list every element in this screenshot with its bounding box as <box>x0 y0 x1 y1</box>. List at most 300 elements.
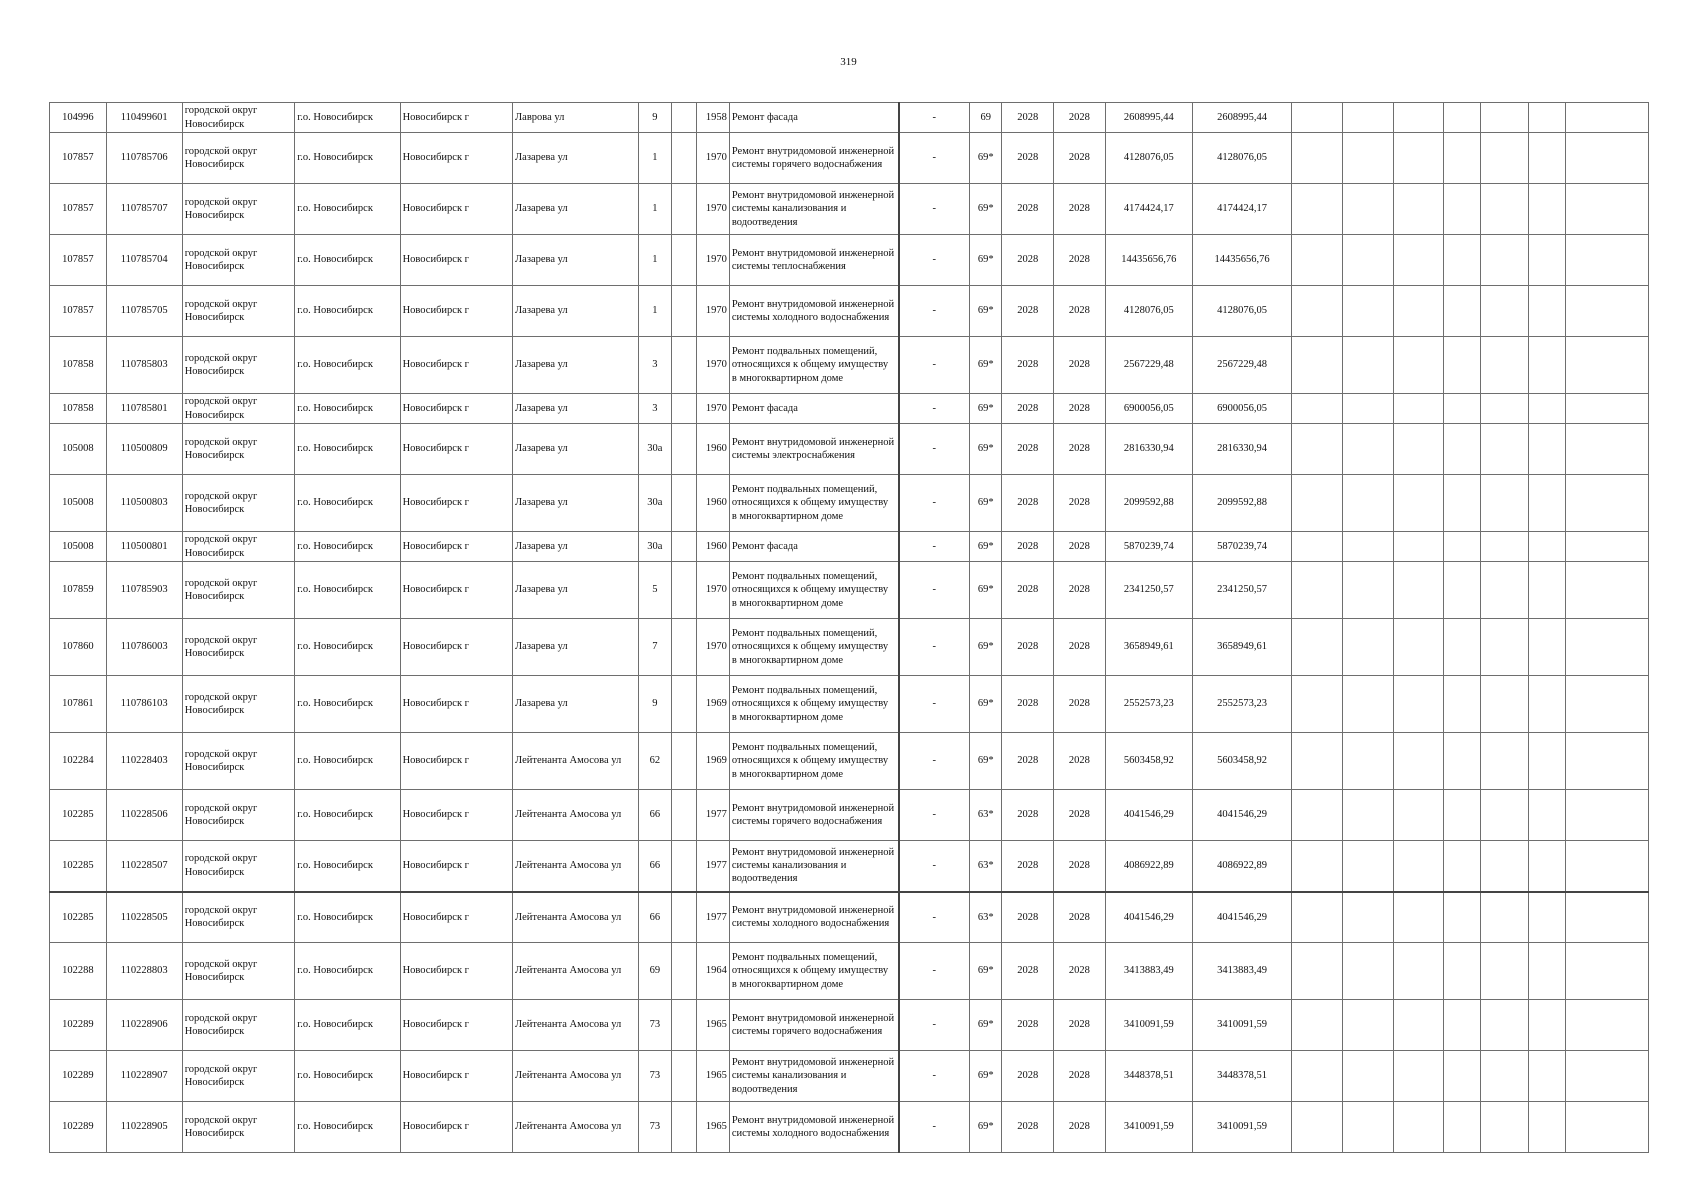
cell-empty <box>1444 1102 1480 1153</box>
cell-total: 3658949,61 <box>1192 619 1291 676</box>
cell-code: 110785706 <box>106 133 182 184</box>
cell-block <box>672 562 697 619</box>
table-row <box>50 676 1649 733</box>
cell-year-from: 2028 <box>1002 103 1054 133</box>
cell-house: 30а <box>638 532 671 562</box>
cell-empty <box>1444 562 1480 619</box>
cell-year: 1970 <box>697 133 729 184</box>
cell-street: Лейтенанта Амосова ул <box>513 943 639 1000</box>
table-row <box>50 619 1649 676</box>
cell-street: Лазарева ул <box>513 394 639 424</box>
cell-empty <box>1480 286 1529 337</box>
repair-program-table <box>49 102 1649 1153</box>
cell-street: Лейтенанта Амосова ул <box>513 733 639 790</box>
cell-empty <box>1292 841 1343 892</box>
cell-cost: 3413883,49 <box>1105 943 1192 1000</box>
cell-empty <box>1529 892 1565 943</box>
cell-district: г.о. Новосибирск <box>295 184 400 235</box>
cell-year: 1965 <box>697 1000 729 1051</box>
cell-district: г.о. Новосибирск <box>295 562 400 619</box>
cell-municipality: городской округ Новосибирск <box>182 733 294 790</box>
cell-dash: - <box>899 841 970 892</box>
table-row <box>50 841 1649 892</box>
cell-cost: 3448378,51 <box>1105 1051 1192 1102</box>
cell-empty <box>1393 532 1444 562</box>
cell-municipality: городской округ Новосибирск <box>182 103 294 133</box>
cell-street: Лазарева ул <box>513 619 639 676</box>
cell-house: 9 <box>638 676 671 733</box>
cell-year-to: 2028 <box>1054 619 1106 676</box>
cell-empty <box>1393 676 1444 733</box>
cell-wear: 69* <box>970 337 1002 394</box>
cell-street: Лазарева ул <box>513 235 639 286</box>
cell-id: 105008 <box>50 532 107 562</box>
cell-total: 4086922,89 <box>1192 841 1291 892</box>
cell-empty <box>1342 424 1393 475</box>
cell-empty <box>1480 235 1529 286</box>
cell-wear: 69* <box>970 394 1002 424</box>
cell-code: 110228905 <box>106 1102 182 1153</box>
cell-house: 5 <box>638 562 671 619</box>
cell-dash: - <box>899 286 970 337</box>
table-row <box>50 1051 1649 1102</box>
cell-empty <box>1393 943 1444 1000</box>
cell-wear: 69 <box>970 103 1002 133</box>
cell-wear: 63* <box>970 892 1002 943</box>
cell-empty <box>1393 184 1444 235</box>
cell-house: 73 <box>638 1000 671 1051</box>
cell-code: 110786003 <box>106 619 182 676</box>
cell-work: Ремонт фасада <box>729 532 898 562</box>
cell-empty <box>1565 943 1648 1000</box>
cell-empty <box>1529 394 1565 424</box>
cell-city: Новосибирск г <box>400 286 512 337</box>
cell-empty <box>1342 790 1393 841</box>
cell-empty <box>1529 133 1565 184</box>
cell-empty <box>1342 1000 1393 1051</box>
cell-district: г.о. Новосибирск <box>295 841 400 892</box>
cell-empty <box>1529 562 1565 619</box>
cell-street: Лейтенанта Амосова ул <box>513 892 639 943</box>
cell-empty <box>1444 619 1480 676</box>
cell-street: Лазарева ул <box>513 475 639 532</box>
cell-block <box>672 103 697 133</box>
cell-empty <box>1529 235 1565 286</box>
cell-empty <box>1444 424 1480 475</box>
cell-work: Ремонт подвальных помещений, относящихся к общему имуществу в многоквартирном доме <box>729 562 898 619</box>
cell-street: Лазарева ул <box>513 562 639 619</box>
cell-city: Новосибирск г <box>400 103 512 133</box>
cell-empty <box>1393 103 1444 133</box>
cell-id: 102289 <box>50 1051 107 1102</box>
cell-house: 30а <box>638 475 671 532</box>
cell-empty <box>1480 1051 1529 1102</box>
cell-empty <box>1529 337 1565 394</box>
cell-year-to: 2028 <box>1054 394 1106 424</box>
table-row <box>50 424 1649 475</box>
cell-empty <box>1565 103 1648 133</box>
cell-year-from: 2028 <box>1002 619 1054 676</box>
cell-city: Новосибирск г <box>400 184 512 235</box>
cell-empty <box>1292 1000 1343 1051</box>
cell-empty <box>1480 619 1529 676</box>
cell-year-to: 2028 <box>1054 475 1106 532</box>
cell-block <box>672 790 697 841</box>
cell-municipality: городской округ Новосибирск <box>182 1051 294 1102</box>
cell-district: г.о. Новосибирск <box>295 733 400 790</box>
cell-year: 1977 <box>697 790 729 841</box>
table-row <box>50 394 1649 424</box>
cell-empty <box>1444 235 1480 286</box>
cell-dash: - <box>899 1000 970 1051</box>
cell-empty <box>1393 337 1444 394</box>
cell-year: 1960 <box>697 475 729 532</box>
cell-total: 4128076,05 <box>1192 133 1291 184</box>
cell-cost: 5603458,92 <box>1105 733 1192 790</box>
cell-year: 1970 <box>697 619 729 676</box>
cell-street: Лазарева ул <box>513 286 639 337</box>
cell-city: Новосибирск г <box>400 943 512 1000</box>
cell-year-from: 2028 <box>1002 394 1054 424</box>
cell-house: 3 <box>638 337 671 394</box>
cell-work: Ремонт внутридомовой инженерной системы горячего водоснабжения <box>729 1000 898 1051</box>
cell-empty <box>1444 532 1480 562</box>
cell-total: 2341250,57 <box>1192 562 1291 619</box>
cell-empty <box>1480 841 1529 892</box>
cell-wear: 69* <box>970 619 1002 676</box>
cell-empty <box>1292 133 1343 184</box>
cell-house: 73 <box>638 1102 671 1153</box>
cell-year-to: 2028 <box>1054 184 1106 235</box>
cell-block <box>672 424 697 475</box>
cell-block <box>672 892 697 943</box>
cell-cost: 2099592,88 <box>1105 475 1192 532</box>
cell-house: 66 <box>638 841 671 892</box>
cell-empty <box>1292 676 1343 733</box>
cell-year: 1960 <box>697 424 729 475</box>
cell-city: Новосибирск г <box>400 1051 512 1102</box>
cell-empty <box>1444 841 1480 892</box>
cell-empty <box>1480 337 1529 394</box>
cell-total: 5870239,74 <box>1192 532 1291 562</box>
cell-empty <box>1292 286 1343 337</box>
cell-empty <box>1393 733 1444 790</box>
cell-empty <box>1529 943 1565 1000</box>
table-row <box>50 1102 1649 1153</box>
cell-empty <box>1529 475 1565 532</box>
cell-city: Новосибирск г <box>400 676 512 733</box>
cell-year-from: 2028 <box>1002 133 1054 184</box>
cell-empty <box>1529 286 1565 337</box>
cell-dash: - <box>899 424 970 475</box>
cell-municipality: городской округ Новосибирск <box>182 235 294 286</box>
cell-year-from: 2028 <box>1002 1051 1054 1102</box>
cell-district: г.о. Новосибирск <box>295 790 400 841</box>
cell-total: 5603458,92 <box>1192 733 1291 790</box>
cell-house: 3 <box>638 394 671 424</box>
cell-year: 1970 <box>697 562 729 619</box>
cell-district: г.о. Новосибирск <box>295 619 400 676</box>
cell-empty <box>1393 841 1444 892</box>
cell-district: г.о. Новосибирск <box>295 103 400 133</box>
cell-year-from: 2028 <box>1002 1000 1054 1051</box>
cell-empty <box>1292 532 1343 562</box>
cell-year-to: 2028 <box>1054 841 1106 892</box>
cell-id: 107858 <box>50 394 107 424</box>
cell-empty <box>1529 619 1565 676</box>
cell-code: 110228403 <box>106 733 182 790</box>
cell-city: Новосибирск г <box>400 394 512 424</box>
cell-empty <box>1292 1102 1343 1153</box>
cell-cost: 14435656,76 <box>1105 235 1192 286</box>
cell-empty <box>1565 1102 1648 1153</box>
table-row <box>50 184 1649 235</box>
cell-empty <box>1342 676 1393 733</box>
cell-municipality: городской округ Новосибирск <box>182 1102 294 1153</box>
table-row <box>50 790 1649 841</box>
cell-empty <box>1292 892 1343 943</box>
cell-city: Новосибирск г <box>400 337 512 394</box>
cell-empty <box>1480 1102 1529 1153</box>
cell-work: Ремонт подвальных помещений, относящихся к общему имуществу в многоквартирном доме <box>729 337 898 394</box>
cell-empty <box>1565 532 1648 562</box>
cell-block <box>672 1051 697 1102</box>
cell-empty <box>1444 184 1480 235</box>
cell-empty <box>1393 424 1444 475</box>
cell-year: 1970 <box>697 337 729 394</box>
cell-empty <box>1342 475 1393 532</box>
cell-district: г.о. Новосибирск <box>295 676 400 733</box>
cell-empty <box>1529 184 1565 235</box>
cell-district: г.о. Новосибирск <box>295 424 400 475</box>
cell-year-from: 2028 <box>1002 676 1054 733</box>
cell-total: 4041546,29 <box>1192 892 1291 943</box>
cell-total: 4041546,29 <box>1192 790 1291 841</box>
cell-total: 6900056,05 <box>1192 394 1291 424</box>
cell-work: Ремонт внутридомовой инженерной системы холодного водоснабжения <box>729 1102 898 1153</box>
cell-code: 110500801 <box>106 532 182 562</box>
cell-work: Ремонт внутридомовой инженерной системы канализования и водоотведения <box>729 841 898 892</box>
cell-wear: 69* <box>970 733 1002 790</box>
cell-house: 66 <box>638 790 671 841</box>
cell-block <box>672 841 697 892</box>
table-body <box>50 103 1649 1153</box>
cell-empty <box>1444 676 1480 733</box>
cell-year-from: 2028 <box>1002 790 1054 841</box>
table-row <box>50 892 1649 943</box>
cell-house: 66 <box>638 892 671 943</box>
cell-empty <box>1480 733 1529 790</box>
cell-block <box>672 235 697 286</box>
cell-empty <box>1480 133 1529 184</box>
cell-cost: 2567229,48 <box>1105 337 1192 394</box>
cell-empty <box>1565 394 1648 424</box>
cell-empty <box>1529 1000 1565 1051</box>
cell-municipality: городской округ Новосибирск <box>182 424 294 475</box>
cell-street: Лазарева ул <box>513 424 639 475</box>
cell-code: 110500809 <box>106 424 182 475</box>
cell-empty <box>1292 424 1343 475</box>
cell-empty <box>1292 943 1343 1000</box>
cell-city: Новосибирск г <box>400 1000 512 1051</box>
cell-wear: 69* <box>970 676 1002 733</box>
cell-empty <box>1565 892 1648 943</box>
cell-cost: 5870239,74 <box>1105 532 1192 562</box>
cell-id: 107857 <box>50 184 107 235</box>
cell-empty <box>1444 943 1480 1000</box>
cell-district: г.о. Новосибирск <box>295 394 400 424</box>
cell-id: 102285 <box>50 841 107 892</box>
cell-empty <box>1393 394 1444 424</box>
cell-total: 3413883,49 <box>1192 943 1291 1000</box>
cell-block <box>672 337 697 394</box>
cell-municipality: городской округ Новосибирск <box>182 943 294 1000</box>
cell-id: 102285 <box>50 892 107 943</box>
cell-block <box>672 133 697 184</box>
cell-house: 1 <box>638 286 671 337</box>
cell-wear: 69* <box>970 133 1002 184</box>
cell-empty <box>1480 394 1529 424</box>
cell-city: Новосибирск г <box>400 475 512 532</box>
cell-empty <box>1342 892 1393 943</box>
cell-total: 2567229,48 <box>1192 337 1291 394</box>
cell-dash: - <box>899 337 970 394</box>
cell-year-to: 2028 <box>1054 676 1106 733</box>
cell-total: 2816330,94 <box>1192 424 1291 475</box>
cell-municipality: городской округ Новосибирск <box>182 1000 294 1051</box>
cell-empty <box>1393 562 1444 619</box>
cell-empty <box>1342 1051 1393 1102</box>
cell-dash: - <box>899 475 970 532</box>
cell-municipality: городской округ Новосибирск <box>182 394 294 424</box>
cell-year-to: 2028 <box>1054 235 1106 286</box>
cell-empty <box>1444 133 1480 184</box>
cell-total: 2552573,23 <box>1192 676 1291 733</box>
cell-year-to: 2028 <box>1054 337 1106 394</box>
cell-total: 3410091,59 <box>1192 1102 1291 1153</box>
cell-year: 1965 <box>697 1102 729 1153</box>
cell-work: Ремонт внутридомовой инженерной системы холодного водоснабжения <box>729 286 898 337</box>
cell-cost: 4128076,05 <box>1105 133 1192 184</box>
cell-work: Ремонт внутридомовой инженерной системы теплоснабжения <box>729 235 898 286</box>
cell-id: 102288 <box>50 943 107 1000</box>
cell-year-from: 2028 <box>1002 943 1054 1000</box>
cell-empty <box>1342 1102 1393 1153</box>
cell-year: 1969 <box>697 676 729 733</box>
cell-empty <box>1480 1000 1529 1051</box>
cell-dash: - <box>899 103 970 133</box>
cell-block <box>672 619 697 676</box>
cell-empty <box>1393 619 1444 676</box>
cell-year-to: 2028 <box>1054 286 1106 337</box>
cell-empty <box>1480 184 1529 235</box>
cell-empty <box>1480 532 1529 562</box>
cell-total: 2608995,44 <box>1192 103 1291 133</box>
cell-year-from: 2028 <box>1002 235 1054 286</box>
cell-year: 1970 <box>697 286 729 337</box>
cell-empty <box>1565 619 1648 676</box>
cell-id: 107857 <box>50 235 107 286</box>
cell-municipality: городской округ Новосибирск <box>182 790 294 841</box>
cell-year: 1970 <box>697 235 729 286</box>
cell-empty <box>1342 841 1393 892</box>
cell-block <box>672 943 697 1000</box>
cell-municipality: городской округ Новосибирск <box>182 532 294 562</box>
cell-district: г.о. Новосибирск <box>295 532 400 562</box>
cell-block <box>672 1102 697 1153</box>
cell-total: 4128076,05 <box>1192 286 1291 337</box>
cell-cost: 2552573,23 <box>1105 676 1192 733</box>
cell-empty <box>1565 424 1648 475</box>
cell-year-to: 2028 <box>1054 133 1106 184</box>
cell-work: Ремонт подвальных помещений, относящихся к общему имуществу в многоквартирном доме <box>729 676 898 733</box>
cell-code: 110228907 <box>106 1051 182 1102</box>
cell-cost: 3410091,59 <box>1105 1000 1192 1051</box>
cell-year-to: 2028 <box>1054 790 1106 841</box>
cell-empty <box>1565 1051 1648 1102</box>
cell-year-to: 2028 <box>1054 1051 1106 1102</box>
cell-id: 105008 <box>50 424 107 475</box>
table-row <box>50 337 1649 394</box>
cell-empty <box>1444 1000 1480 1051</box>
cell-empty <box>1444 103 1480 133</box>
cell-year: 1977 <box>697 841 729 892</box>
cell-empty <box>1292 103 1343 133</box>
cell-work: Ремонт внутридомовой инженерной системы электроснабжения <box>729 424 898 475</box>
cell-empty <box>1393 790 1444 841</box>
cell-empty <box>1565 733 1648 790</box>
cell-id: 102289 <box>50 1102 107 1153</box>
cell-empty <box>1342 286 1393 337</box>
cell-street: Лейтенанта Амосова ул <box>513 1000 639 1051</box>
cell-empty <box>1529 676 1565 733</box>
cell-year-from: 2028 <box>1002 475 1054 532</box>
cell-cost: 4041546,29 <box>1105 892 1192 943</box>
cell-year-to: 2028 <box>1054 562 1106 619</box>
cell-empty <box>1480 562 1529 619</box>
cell-municipality: городской округ Новосибирск <box>182 562 294 619</box>
cell-empty <box>1529 1102 1565 1153</box>
cell-id: 102285 <box>50 790 107 841</box>
cell-cost: 4041546,29 <box>1105 790 1192 841</box>
cell-year: 1970 <box>697 184 729 235</box>
cell-year-to: 2028 <box>1054 424 1106 475</box>
cell-empty <box>1444 1051 1480 1102</box>
cell-year-from: 2028 <box>1002 892 1054 943</box>
table-row <box>50 286 1649 337</box>
cell-empty <box>1393 892 1444 943</box>
cell-empty <box>1565 235 1648 286</box>
cell-municipality: городской округ Новосибирск <box>182 337 294 394</box>
cell-empty <box>1342 394 1393 424</box>
cell-work: Ремонт внутридомовой инженерной системы горячего водоснабжения <box>729 133 898 184</box>
cell-year-to: 2028 <box>1054 892 1106 943</box>
cell-empty <box>1292 790 1343 841</box>
cell-empty <box>1342 103 1393 133</box>
cell-year-to: 2028 <box>1054 532 1106 562</box>
cell-empty <box>1480 424 1529 475</box>
cell-empty <box>1529 103 1565 133</box>
cell-municipality: городской округ Новосибирск <box>182 475 294 532</box>
cell-empty <box>1292 562 1343 619</box>
cell-empty <box>1444 733 1480 790</box>
cell-id: 107858 <box>50 337 107 394</box>
cell-empty <box>1393 1051 1444 1102</box>
cell-municipality: городской округ Новосибирск <box>182 892 294 943</box>
cell-district: г.о. Новосибирск <box>295 133 400 184</box>
cell-year: 1965 <box>697 1051 729 1102</box>
page-number: 319 <box>840 56 857 68</box>
